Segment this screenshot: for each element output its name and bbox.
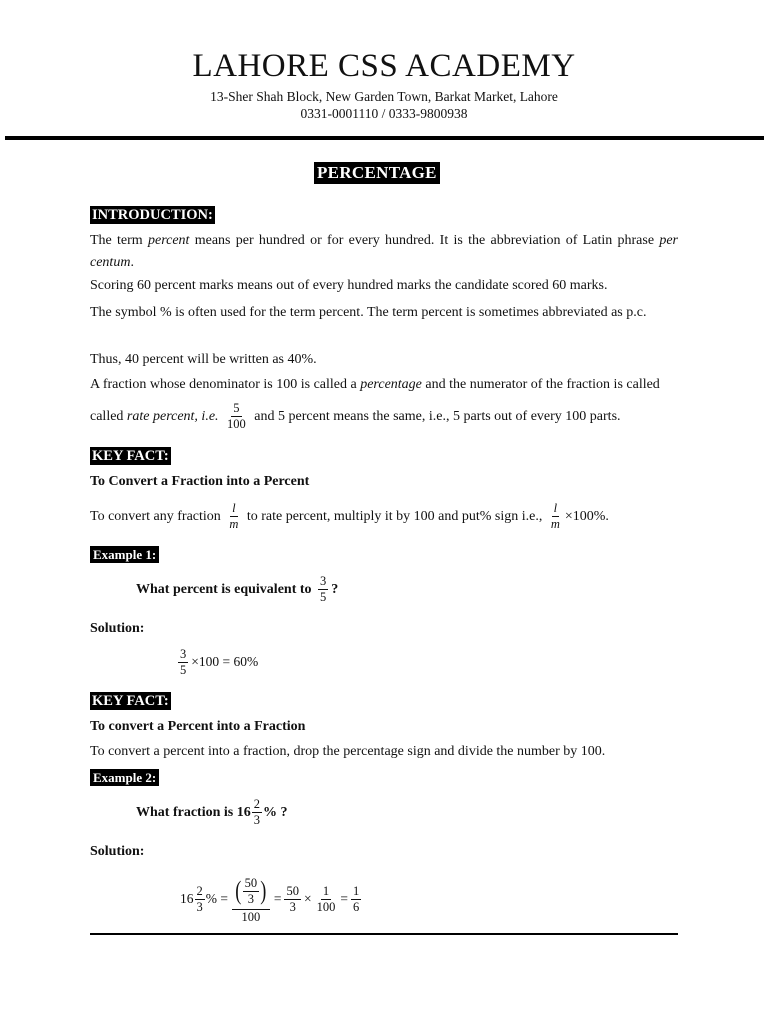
denominator: 100 [316,899,336,914]
intro-paragraph-4: Thus, 40 percent will be written as 40%. [90,352,317,367]
text-run: % ? [262,805,288,820]
numerator [232,874,270,910]
numerator: 1 [322,883,330,898]
denominator: 100 [241,909,261,924]
fraction-l-over-m [227,501,240,532]
numerator: 50 [286,883,299,898]
numerator: l [232,501,236,516]
numerator: 5 [233,401,240,416]
fraction-3-over-5 [318,574,328,605]
key-fact-1-subheading: To Convert a Fraction into a Percent [90,474,310,489]
numerator: 2 [196,883,203,898]
fraction-2-over-3 [252,797,262,828]
intro-paragraph-3: The symbol % is often used for the term percent. The term percent is sometimes abbreviated as p.c. [90,305,647,320]
text-run: called [90,409,127,424]
numerator: 1 [352,883,360,898]
denominator: m [550,517,560,532]
key-fact-1-heading: KEY FACT: [92,448,169,464]
academy-title: LAHORE CSS ACADEMY [192,48,576,84]
intro-paragraph-2: Scoring 60 percent marks means out of every hundred marks the candidate scored 60 marks. [90,278,608,293]
left-paren: ( [235,876,242,905]
example-1-heading: Example 1: [90,546,159,563]
intro-paragraph-5a [90,374,678,396]
text-run: = [340,891,348,906]
text-run: ? [331,582,339,597]
denominator: 3 [247,891,255,906]
fraction-2-over-3-solution [195,884,205,915]
text-run: 16 [180,891,194,906]
numerator: l [553,501,558,516]
em-percent: percent [147,233,190,248]
text-run: and 5 percent means the same, i.e., 5 parts out of every 100 parts. [250,409,621,424]
fraction-5-over-100 [225,401,248,432]
text-run: and the numerator of the fraction is called [421,377,660,392]
fraction-1-over-100 [315,884,338,915]
text-run: = [273,891,282,906]
numerator: 3 [320,574,327,589]
fraction-50-over-3-b [284,884,301,915]
intro-paragraph-5b [90,398,678,436]
numerator: 50 [244,875,258,890]
text-run: ×100%. [564,509,609,524]
example-1-solution [178,644,258,680]
text-run: The term [90,233,148,248]
denominator: 3 [253,813,260,828]
denominator: 5 [320,590,327,605]
key-fact-2-text: To convert a percent into a fraction, drop the percentage sign and divide the number by 100. [90,744,606,759]
key-fact-2-heading: KEY FACT: [92,693,169,709]
example-1-solution-label: Solution: [90,621,145,636]
text-run: To convert any fraction [90,509,225,524]
denominator: 3 [196,899,203,914]
page-title: PERCENTAGE [314,162,440,184]
fraction-1-over-6 [351,884,361,915]
fraction-l-over-m-2 [549,501,562,532]
intro-heading: INTRODUCTION: [92,207,213,223]
example-2-solution [180,866,364,932]
key-fact-1-text [90,498,678,536]
em-per-centum: per centum [90,233,678,270]
example-2-heading: Example 2: [90,769,159,786]
denominator: m [229,517,239,532]
denominator: 100 [227,417,246,432]
example-1-question [136,572,338,608]
academy-address: 13-Sher Shah Block, New Garden Town, Barkat Market, Lahore [210,89,558,104]
intro-paragraph-1 [90,230,678,274]
text-run: What percent is equivalent to [136,582,312,597]
em-percentage: percentage [360,377,422,392]
text-run: % = [205,891,228,906]
example-2-solution-label: Solution: [90,844,145,859]
header-divider [5,136,764,140]
academy-phones: 0331-0001110 / 0333-9800938 [300,106,468,121]
text-run: What fraction is 16 [136,805,251,820]
fraction-50-over-3-inner [243,876,260,907]
right-paren: ) [260,876,267,905]
denominator: 5 [180,663,187,678]
numerator: 3 [180,647,187,662]
denominator: 6 [352,899,360,914]
text-run: × [303,891,312,906]
text-run: means per hundred or for every hundred. It is the abbreviation of Latin phrase [189,233,660,248]
footer-divider [90,933,678,935]
denominator: 3 [289,899,296,914]
text-run: to rate percent, multiply it by 100 and put% sign i.e., [246,509,546,524]
text-run: A fraction whose denominator is 100 is called a [90,377,361,392]
text-run: ×100 = 60% [191,654,259,669]
em-rate-percent: rate percent, i.e. [126,409,219,424]
text-run: . [130,255,134,270]
fraction-50-over-3-over-100 [232,874,270,925]
numerator: 2 [253,797,260,812]
key-fact-2-subheading: To convert a Percent into a Fraction [90,719,306,734]
example-2-question [136,794,287,832]
fraction-3-over-5-solution [178,647,188,678]
